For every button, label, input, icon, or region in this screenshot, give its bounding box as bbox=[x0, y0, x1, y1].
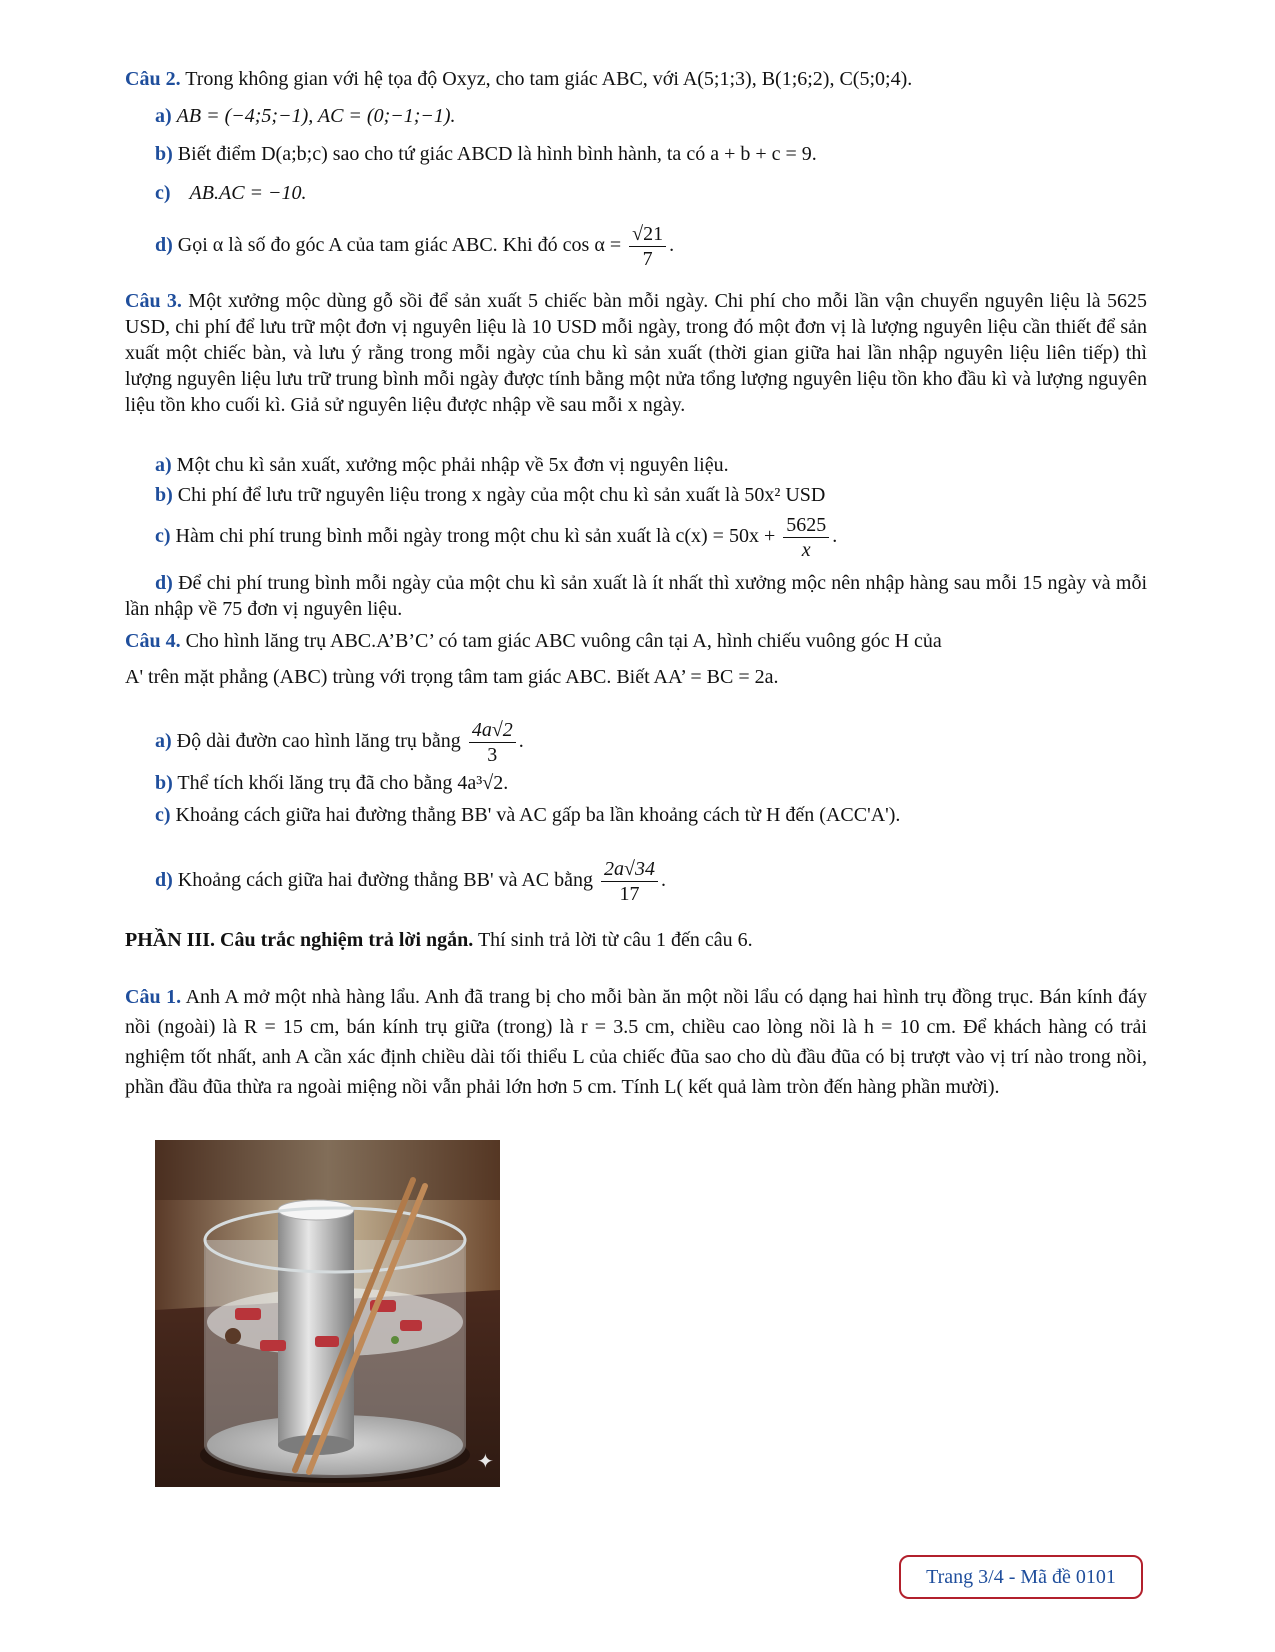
q3-a-label: a) bbox=[155, 454, 172, 476]
part3-heading: PHẦN III. Câu trắc nghiệm trả lời ngắn. bbox=[125, 929, 474, 951]
p3-q1 bbox=[125, 982, 1147, 1102]
q3-c-label: c) bbox=[155, 525, 171, 548]
q4-d-num: 2a√34 bbox=[601, 857, 658, 882]
q4-c-text: Khoảng cách giữa hai đường thẳng BB' và AC gấp ba lần khoảng cách từ H đến (ACC'A'). bbox=[170, 804, 901, 826]
q4-option-c bbox=[155, 802, 900, 828]
q2-d-den: 7 bbox=[642, 248, 653, 270]
q4-stem-line1 bbox=[125, 628, 942, 654]
q4-stem-line2 bbox=[125, 664, 779, 690]
q2-a-text: AB = (−4;5;−1), AC = (0;−1;−1). bbox=[176, 105, 456, 127]
q3-stem bbox=[125, 288, 1147, 418]
q3-option-b bbox=[155, 482, 825, 508]
q3-option-d bbox=[125, 570, 1147, 622]
q2-stem-text: Trong không gian với hệ tọa độ Oxyz, cho tam giác ABC, với A(5;1;3), B(1;6;2), C(5;0;4). bbox=[180, 68, 913, 90]
q4-d-text: Khoảng cách giữa hai đường thẳng BB' và AC bằng bbox=[172, 869, 594, 892]
q4-c-label: c) bbox=[155, 804, 171, 826]
q2-option-c bbox=[155, 180, 307, 206]
q3-b-label: b) bbox=[155, 484, 173, 506]
q2-d-text: Gọi α là số đo góc A của tam giác ABC. Khi đó cos α = bbox=[172, 234, 622, 257]
q4-option-b bbox=[155, 770, 508, 796]
q3-option-a bbox=[155, 452, 729, 478]
q2-option-a bbox=[155, 103, 456, 129]
q4-a-label: a) bbox=[155, 730, 172, 753]
q4-b-label: b) bbox=[155, 772, 173, 794]
q4-a-den: 3 bbox=[487, 744, 498, 766]
page-footer: Trang 3/4 - Mã đề 0101 bbox=[899, 1555, 1143, 1599]
q3-c-text: Hàm chi phí trung bình mỗi ngày trong một chu kì sản xuất là c(x) = 50x + bbox=[170, 525, 776, 548]
q2-c-label: c) bbox=[155, 182, 171, 204]
q4-b-text: Thể tích khối lăng trụ đã cho bằng 4a³√2. bbox=[172, 772, 509, 794]
q2-option-d: d) Gọi α là số đo góc A của tam giác ABC. Khi đó cos α = $\frac{√21}{7}$ . bbox=[155, 223, 675, 270]
p3-q1-text: Anh A mở một nhà hàng lẩu. Anh đã trang bị cho mỗi bàn ăn một nồi lẩu có dạng hai hình trụ đồng trục. Bán kính đáy nồi (ngoài) là R = 15 cm, bán kính trụ giữa (trong) là r = 3.5 cm, chiều cao lòng nồi là h = 10 cm. Để khách hàng có trải nghiệm tốt nhất, anh A cần xác định chiều dài tối thiểu L của chiếc đũa sao cho dù đầu đũa có bị trượt vào vị trí nào trong nồi, phần đầu đũa thừa ra ngoài miệng nồi vẫn phải lớn hơn 5 cm. Tính L( kết quả làm tròn đến hàng phần mười). bbox=[125, 986, 1147, 1098]
q2-d-label: d) bbox=[155, 234, 173, 257]
q3-label: Câu 3. bbox=[125, 290, 182, 312]
q3-c-fraction bbox=[783, 513, 829, 562]
q2-a-label: a) bbox=[155, 105, 172, 127]
q4-option-a: a) Độ dài đườn cao hình lăng trụ bằng $\frac{4a√2}{3}$ . bbox=[155, 719, 524, 766]
q3-b-text: Chi phí để lưu trữ nguyên liệu trong x ngày của một chu kì sản xuất là 50x² USD bbox=[172, 484, 826, 506]
q4-a-num: 4a√2 bbox=[469, 718, 516, 743]
q2-label: Câu 2. bbox=[125, 68, 181, 90]
p3-q1-label: Câu 1. bbox=[125, 986, 182, 1008]
part3-instructions: Thí sinh trả lời từ câu 1 đến câu 6. bbox=[473, 929, 753, 951]
q2-option-b bbox=[155, 141, 817, 167]
q4-stem2-text: A' trên mặt phẳng (ABC) trùng với trọng tâm tam giác ABC. Biết AA’ = BC = 2a. bbox=[125, 666, 779, 688]
q3-option-c: c) Hàm chi phí trung bình mỗi ngày trong một chu kì sản xuất là c(x) = 50x + $\frac{5625}{x}$ . bbox=[155, 514, 838, 561]
q4-stem1-text: Cho hình lăng trụ ABC.A’B’C’ có tam giác ABC vuông cân tại A, hình chiếu vuông góc H của bbox=[180, 630, 942, 652]
hotpot-illustration bbox=[155, 1140, 500, 1487]
q3-d-label: d) bbox=[155, 572, 173, 594]
q4-d-fraction bbox=[601, 857, 658, 906]
q2-d-fraction bbox=[629, 222, 666, 271]
q4-d-label: d) bbox=[155, 869, 173, 892]
q3-c-den: x bbox=[801, 539, 811, 561]
q2-c-text: AB.AC = −10. bbox=[189, 182, 307, 204]
q4-a-text: Độ dài đườn cao hình lăng trụ bằng bbox=[171, 730, 461, 753]
part3-header bbox=[125, 927, 753, 953]
q3-stem-text: Một xưởng mộc dùng gỗ sồi để sản xuất 5 chiếc bàn mỗi ngày. Chi phí cho mỗi lần vận chuyển nguyên liệu là 5625 USD, chi phí để lưu trữ một đơn vị nguyên liệu là 10 USD mỗi ngày, trong đó một đơn vị là lượng nguyên liệu cần thiết để sản xuất một chiếc bàn, và lưu ý rằng trong mỗi ngày của chu kì sản xuất (thời gian giữa hai lần nhập nguyên liệu liên tiếp) thì lượng nguyên liệu lưu trữ trung bình mỗi ngày được tính bằng một nửa tổng lượng nguyên liệu tồn kho đầu kì và lượng nguyên liệu tồn kho cuối kì. Giả sử nguyên liệu được nhập về sau mỗi x ngày. bbox=[125, 290, 1147, 416]
q4-a-fraction bbox=[469, 718, 516, 767]
q3-c-num: 5625 bbox=[783, 513, 829, 538]
q2-stem bbox=[125, 66, 912, 92]
q4-d-den: 17 bbox=[619, 883, 640, 905]
q2-d-num: √21 bbox=[629, 222, 666, 247]
q4-label: Câu 4. bbox=[125, 630, 181, 652]
q2-b-text: Biết điểm D(a;b;c) sao cho tứ giác ABCD là hình bình hành, ta có a + b + c = 9. bbox=[172, 143, 817, 165]
q3-a-text: Một chu kì sản xuất, xưởng mộc phải nhập về 5x đơn vị nguyên liệu. bbox=[171, 454, 729, 476]
q4-option-d: d) Khoảng cách giữa hai đường thẳng BB' và AC bằng $\frac{2a√34}{17}$ . bbox=[155, 858, 667, 905]
svg-text:✦: ✦ bbox=[477, 1449, 494, 1473]
q2-b-label: b) bbox=[155, 143, 173, 165]
q3-d-text: Để chi phí trung bình mỗi ngày của một chu kì sản xuất là ít nhất thì xưởng mộc nên nhập hàng sau mỗi 15 ngày và mỗi lần nhập về 75 đơn vị nguyên liệu. bbox=[125, 572, 1147, 620]
